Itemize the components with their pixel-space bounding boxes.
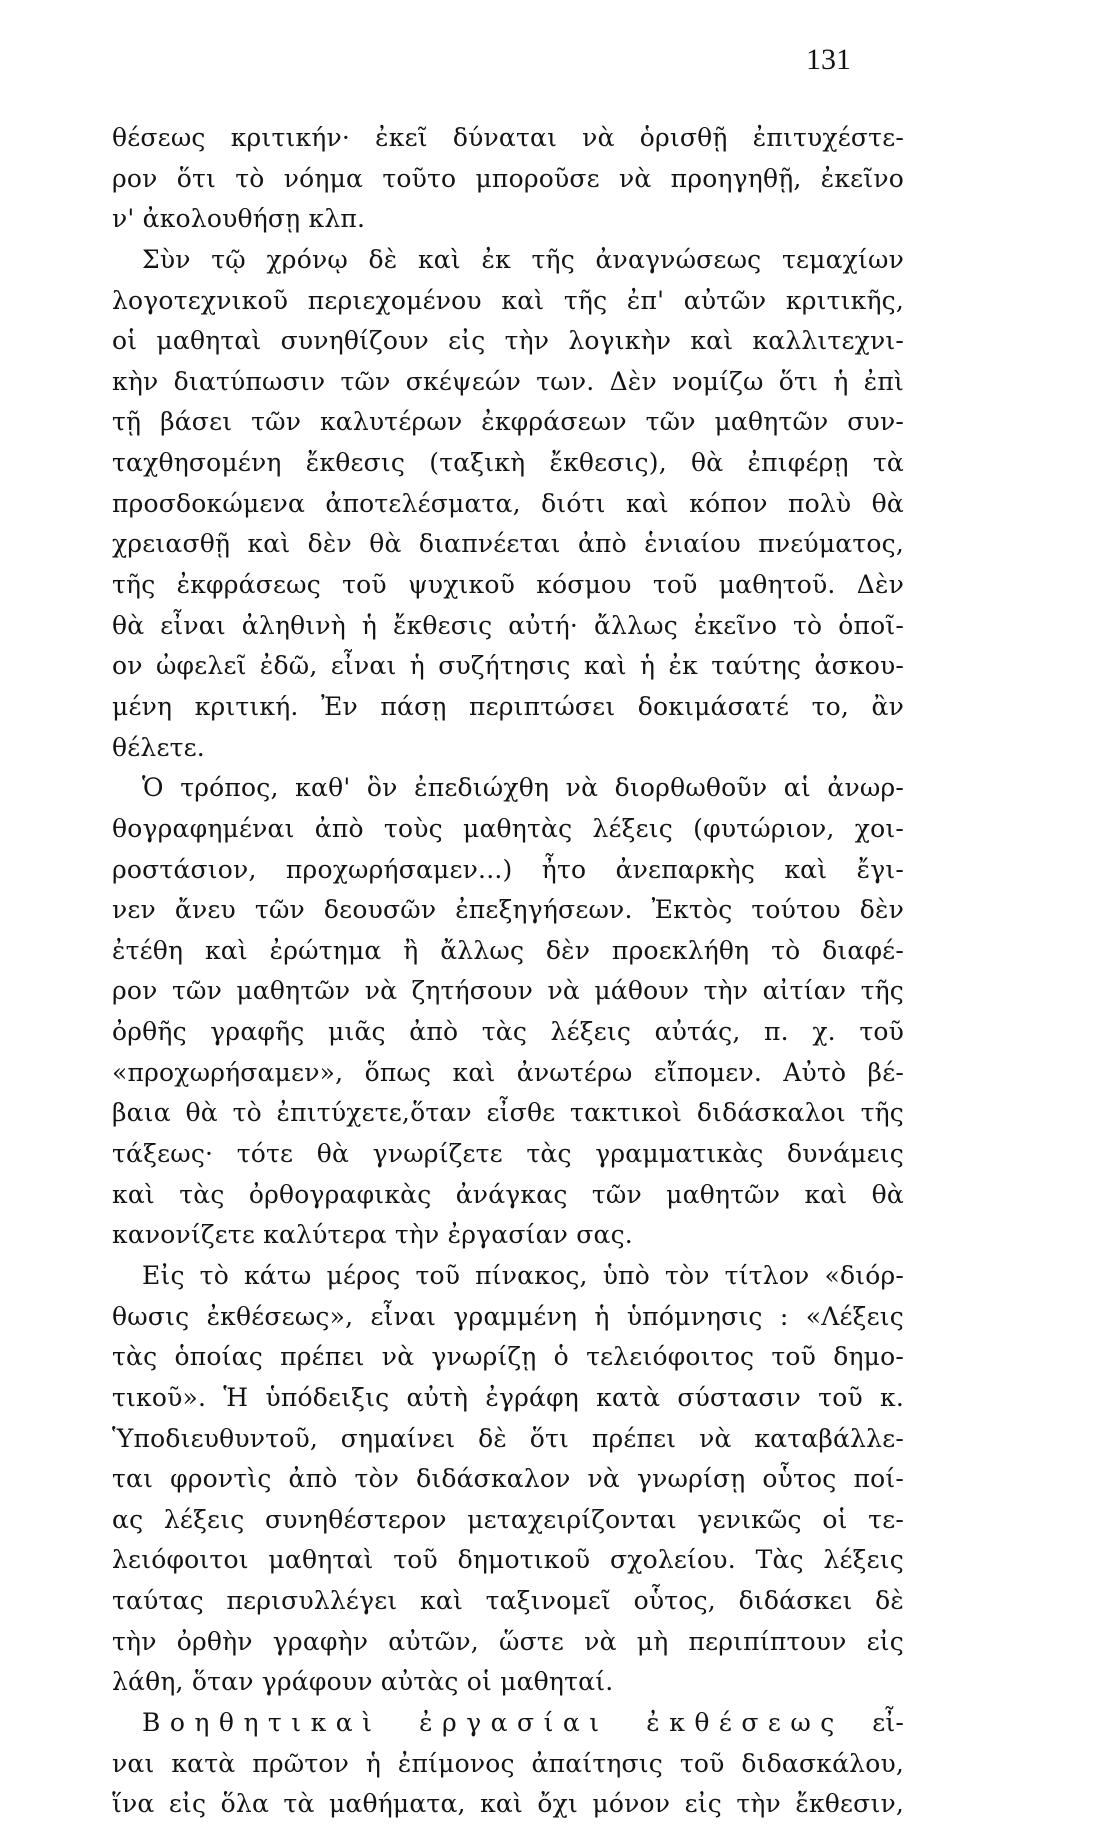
text-line: καὶ τὰς ὀρθογραφικὰς ἀνάγκας τῶν μαθητῶν καὶ θὰ [112,1179,904,1209]
text-line: τὰς ὁποίας πρέπει νὰ γνωρίζῃ ὁ τελειόφοιτος τοῦ δημο- [112,1342,904,1372]
text-line: «προχωρήσαμεν», ὅπως καὶ ἀνωτέρω εἴπομεν. Αὐτὸ βέ- [112,1057,904,1087]
text-line: Εἰς τὸ κάτω μέρος τοῦ πίνακος, ὑπὸ τὸν τίτλον «διόρ- [142,1260,904,1290]
text-line: θογραφημέναι ἀπὸ τοὺς μαθητὰς λέξεις (φυτώριον, χοι- [112,813,904,843]
text-line: ναι κατὰ πρῶτον ἡ ἐπίμονος ἀπαίτησις τοῦ διδασκάλου, [112,1748,904,1778]
text-line: τὴν ὀρθὴν γραφὴν αὐτῶν, ὥστε νὰ μὴ περιπίπτουν εἰς [112,1626,904,1656]
text-line: θέσεως κριτικήν· ἐκεῖ δύναται νὰ ὁρισθῇ ἐπιτυχέστε- [112,123,904,152]
text-line: ας λέξεις συνηθέστερον μεταχειρίζονται γενικῶς οἱ τε- [112,1504,904,1534]
text-line: κανονίζετε καλύτερα τὴν ἐργασίαν σας. [112,1220,633,1250]
text-line: κὴν διατύπωσιν τῶν σκέψεών των. Δὲν νομίζω ὅτι ἡ ἐπὶ [112,366,904,396]
text-line [112,1703,904,1744]
text-line: βαια θὰ τὸ ἐπιτύχετε,ὅταν εἶσθε τακτικοὶ διδάσκαλοι τῆς [112,1098,904,1128]
text-line: οἱ μαθηταὶ συνηθίζουν εἰς τὴν λογικὴν καὶ καλλιτεχνι- [112,326,904,356]
text-line: ἐτέθη καὶ ἐρώτημα ἢ ἄλλως δὲν προεκλήθη τὸ διαφέ- [112,935,904,965]
text-line: ἵνα εἰς ὅλα τὰ μαθήματα, καὶ ὄχι μόνον εἰς τὴν ἔκθεσιν, [112,1789,904,1819]
text-line: Ὁ τρόπος, καθ' ὃν ἐπεδιώχθη νὰ διορθωθοῦν αἱ ἀνωρ- [142,773,904,803]
text-line: νεν ἄνευ τῶν δεουσῶν ἐπεξηγήσεων. Ἐκτὸς τούτου δὲν [112,895,904,925]
text-line: ροστάσιον, προχωρήσαμεν...) ἦτο ἀνεπαρκὴς καὶ ἔγι- [112,854,904,884]
text-line: ν' ἀκολουθήσῃ κλπ. [112,204,366,234]
text-line: θέλετε. [112,732,205,762]
page-number: 131 [806,43,851,76]
text-fragment: εἶ- [872,1707,905,1737]
text-line: ρον ὅτι τὸ νόημα τοῦτο μποροῦσε νὰ προηγηθῇ, ἐκεῖνο [112,163,904,193]
text-line: τικοῦ». Ἡ ὑπόδειξις αὐτὴ ἐγράφη κατὰ σύστασιν τοῦ κ. [112,1382,904,1412]
text-line: τῇ βάσει τῶν καλυτέρων ἐκφράσεων τῶν μαθητῶν συν- [112,407,904,437]
text-line: χρειασθῇ καὶ δὲν θὰ διαπνέεται ἀπὸ ἑνιαίου πνεύματος, [112,529,904,559]
text-line: ταχθησομένη ἔκθεσις (ταξικὴ ἔκθεσις), θὰ ἐπιφέρῃ τὰ [112,448,904,478]
text-line: λειόφοιτοι μαθηταὶ τοῦ δημοτικοῦ σχολείου. Τὰς λέξεις [112,1545,904,1575]
text-line: Σὺν τῷ χρόνῳ δὲ καὶ ἐκ τῆς ἀναγνώσεως τεμαχίων [142,244,904,274]
text-line: προσδοκώμενα ἀποτελέσματα, διότι καὶ κόπον πολὺ θὰ [112,488,904,518]
text-line: ον ὠφελεῖ ἐδῶ, εἶναι ἡ συζήτησις καὶ ἡ ἐκ ταύτης ἀσκου- [112,651,904,681]
text-line: ὀρθῆς γραφῆς μιᾶς ἀπὸ τὰς λέξεις αὐτάς, π. χ. τοῦ [112,1017,904,1047]
text-line: ταύτας περισυλλέγει καὶ ταξινομεῖ οὗτος, διδάσκει δὲ [112,1586,904,1616]
text-line: τάξεως· τότε θὰ γνωρίζετε τὰς γραμματικὰς δυνάμεις [112,1139,904,1169]
text-line: θὰ εἶναι ἀληθινὴ ἡ ἔκθεσις αὐτή· ἄλλως ἐκεῖνο τὸ ὁποῖ- [112,610,904,640]
spaced-heading: Βοηθητικαὶ ἐργασίαι ἐκθέσεως [142,1707,844,1737]
text-line: ρον τῶν μαθητῶν νὰ ζητήσουν νὰ μάθουν τὴν αἰτίαν τῆς [112,976,904,1006]
text-line: τῆς ἐκφράσεως τοῦ ψυχικοῦ κόσμου τοῦ μαθητοῦ. Δὲν [112,570,904,600]
body-text [112,118,904,1825]
text-line: λογοτεχνικοῦ περιεχομένου καὶ τῆς ἐπ' αὐτῶν κριτικῆς, [112,285,904,315]
text-line: μένη κριτική. Ἐν πάσῃ περιπτώσει δοκιμάσατέ το, ἂν [112,691,904,721]
text-line: Ὑποδιευθυντοῦ, σημαίνει δὲ ὅτι πρέπει νὰ καταβάλλε- [112,1423,904,1453]
text-line: λάθη, ὅταν γράφουν αὐτὰς οἱ μαθηταί. [112,1667,614,1697]
text-line: θωσις ἐκθέσεως», εἶναι γραμμένη ἡ ὑπόμνησις : «Λέξεις [112,1301,904,1331]
text-line: ται φροντὶς ἀπὸ τὸν διδάσκαλον νὰ γνωρίσῃ οὗτος ποί- [112,1464,904,1494]
